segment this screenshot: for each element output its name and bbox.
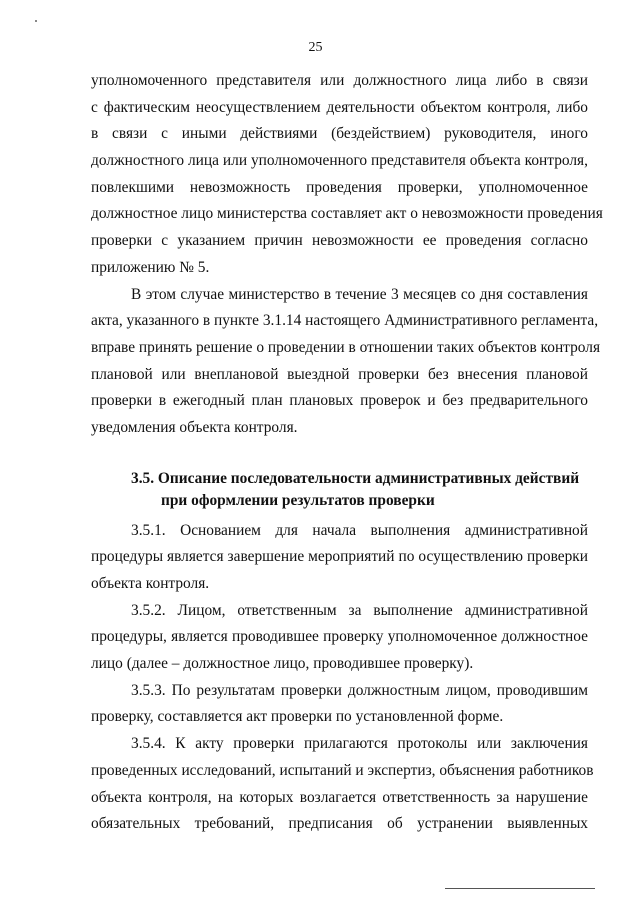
text-line: проверку, составляется акт проверки по установленной форме. — [91, 708, 504, 726]
text-line: повлекшими невозможность проведения проверки, уполномоченное — [91, 178, 588, 196]
paragraph-continued — [91, 68, 603, 282]
text-line: 3.5.2. Лицом, ответственным за выполнение административной — [131, 601, 588, 619]
text-line: вправе принять решение о проведении в отношении таких объектов контроля — [91, 338, 601, 356]
page-number: 25 — [308, 40, 323, 55]
text-line: плановой или внеплановой выездной проверки без внесения плановой — [91, 365, 588, 383]
text-line: приложению № 5. — [91, 258, 210, 276]
text-line: должностное лицо министерства составляет акт о невозможности проведения — [91, 205, 603, 223]
text-line: процедуры является завершение мероприятий по осуществлению проверки — [91, 548, 588, 566]
text-line: процедуры, является проводившее проверку уполномоченное должностное — [91, 628, 588, 646]
text-line: уведомления объекта контроля. — [91, 418, 298, 436]
text-line: В этом случае министерство в течение 3 месяцев со дня составления — [131, 285, 588, 303]
text-line: в связи с иными действиями (бездействием) руководителя, иного — [91, 125, 588, 143]
paragraph-3-5-1 — [91, 518, 588, 598]
section-heading-line: при оформлении результатов проверки — [161, 491, 435, 509]
paragraph-3-5-2 — [91, 598, 588, 678]
text-line: объекта контроля. — [91, 575, 210, 592]
text-line: лицо (далее – должностное лицо, проводившее проверку). — [91, 655, 474, 673]
document-body — [91, 68, 603, 838]
text-line: проверки в ежегодный план плановых проверок и без предварительного — [91, 392, 588, 410]
text-line: 3.5.3. По результатам проверки должностным лицом, проводившим — [131, 681, 588, 699]
section-heading — [91, 468, 588, 512]
section-heading-line: 3.5. Описание последовательности административных действий — [131, 469, 580, 487]
paragraph-3-5-4 — [91, 731, 594, 838]
paragraph-ministry — [91, 282, 601, 442]
text-line: уполномоченного представителя или должностного лица либо в связи — [91, 72, 588, 89]
footer-rule — [445, 888, 595, 889]
text-line: 3.5.4. К акту проверки прилагаются протоколы или заключения — [131, 735, 588, 753]
text-line: проведенных исследований, испытаний и экспертиз, объяснения работников — [91, 761, 594, 779]
text-line: проверки с указанием причин невозможности ее проведения согласно — [91, 232, 588, 250]
text-line: 3.5.1. Основанием для начала выполнения административной — [131, 521, 588, 539]
text-line: объекта контроля, на которых возлагается ответственность за нарушение — [91, 788, 588, 806]
paragraph-3-5-3 — [91, 678, 588, 731]
text-line: с фактическим неосуществлением деятельности объектом контроля, либо — [91, 98, 588, 116]
text-line: акта, указанного в пункте 3.1.14 настоящего Административного регламента, — [91, 312, 599, 330]
text-line: обязательных требований, предписания об устранении выявленных — [91, 815, 588, 833]
scan-speck — [35, 20, 37, 22]
text-line: должностного лица или уполномоченного представителя объекта контроля, — [91, 152, 588, 170]
spacer — [91, 442, 588, 468]
